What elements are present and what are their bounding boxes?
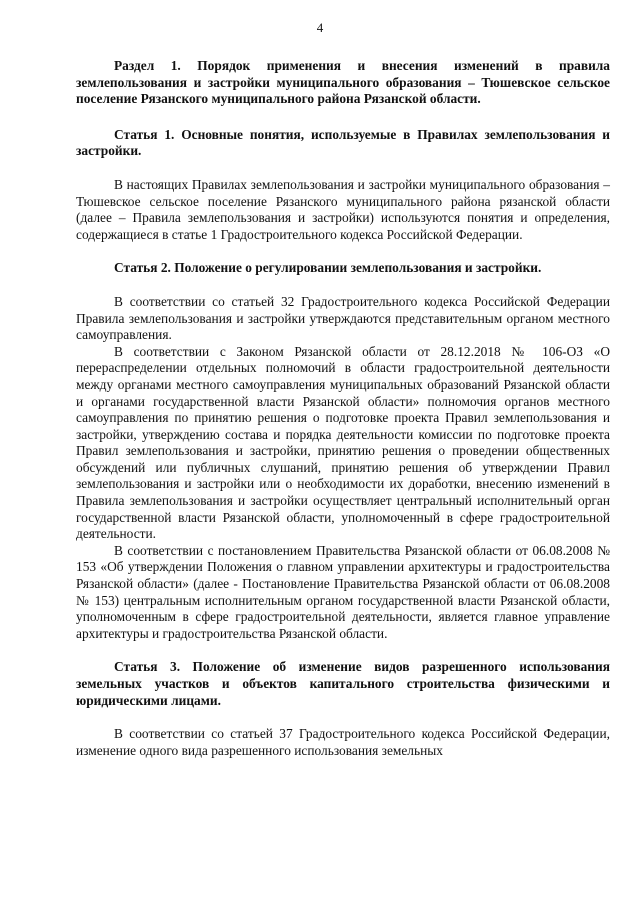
article-1-paragraph: В настоящих Правилах землепользования и застройки муниципального образования – Тюшевское сельское поселение Рязанского муниципального района рязанской области (далее – Правила землепользования и застройки) используются понятия и определения, содержащиеся в статье 1 Градостроительного кодекса Российской Федерации.: [76, 176, 610, 242]
article-2-paragraph: В соответствии с постановлением Правительства Рязанской области от 06.08.2008 № 153 «Об утверждении Положения о главном управлении архитектуры и градостроительства Рязанской области» (далее - Постановление Правительства Рязанской области от 06.08.2008 № 153) центральным исполнительным органом государственной власти Рязанской области, уполномоченным в сфере градостроительной деятельности, является главное управление архитектуры и градостроительства Рязанской области.: [76, 542, 610, 641]
article-3-heading: Статья 3. Положение об изменение видов разрешенного использования земельных участков и объектов капитального строительства физическими и юридическими лицами.: [76, 659, 610, 708]
article-1-heading: Статья 1. Основные понятия, используемые в Правилах землепользования и застройки.: [76, 126, 610, 159]
article-2-heading: Статья 2. Положение о регулировании землепользования и застройки.: [114, 260, 542, 276]
section-heading: Раздел 1. Порядок применения и внесения изменений в правила землепользования и застройки муниципального образования – Тюшевское сельское поселение Рязанского муниципального района Рязанской области.: [76, 58, 610, 107]
article-2-paragraph: В соответствии со статьей 32 Градостроительного кодекса Российской Федерации Правила землепользования и застройки утверждаются представительным органом местного самоуправления.: [76, 293, 610, 343]
page-number: 4: [316, 20, 324, 35]
article-2-paragraph: В соответствии с Законом Рязанской области от 28.12.2018 № 106-ОЗ «О перераспределении отдельных полномочий в области градостроительной деятельности между органами местного самоуправления муниципальных образований Рязанской области и органами государственной власти Рязанской области» полномочия органов местного самоуправления по принятию решения о подготовке проекта Правил землепользования и застройки, утверждению состава и порядка деятельности комиссии по подготовке проекта Правил землепользования и застройки, принятию решения о проведении общественных обсуждений или публичных слушаний, принятию решения об утверждении Правил землепользования и застройки или о необходимости их доработки, внесению изменений в Правила землепользования и застройки осуществляет центральный исполнительный орган государственной власти Рязанской области, уполномоченный в сфере градостроительной деятельности.: [76, 343, 610, 542]
document-body: [76, 58, 610, 759]
article-3-paragraph: В соответствии со статьей 37 Градостроительного кодекса Российской Федерации, изменение одного вида разрешенного использования земельных: [76, 726, 610, 758]
